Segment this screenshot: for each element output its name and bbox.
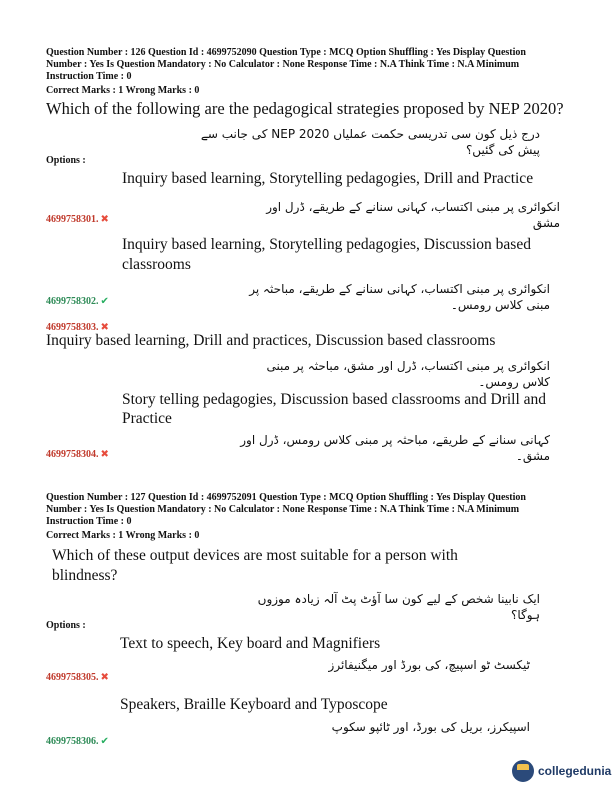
q126-option4-id-row: [46, 444, 109, 462]
q126-option3-urdu: انکوائری پر مبنی اکتساب، ڈرل اور مشق، مباحثہ پر مبنی کلاس رومس۔: [266, 359, 550, 389]
q127-option2-urdu: اسپیکرز، بریل کی بورڈ، اور ٹائپو سکوپ: [331, 720, 530, 734]
q127-option1-id-row: [46, 667, 109, 685]
q126-option1-text: Inquiry based learning, Storytelling pedagogies, Drill and Practice: [122, 170, 534, 187]
q126-option2-id-row: [46, 291, 109, 309]
q127-meta-line3: Instruction Time : 0: [46, 516, 132, 527]
q126-option3-id: 4699758303.: [46, 322, 99, 333]
q127-question-line2: blindness?: [52, 567, 118, 584]
q126-option4-id: 4699758304.: [46, 449, 99, 460]
q126-option4-urdu: کہانی سنانے کے طریقے، مباحثہ پر مبنی کلاس رومس، ڈرل اور مشق۔: [240, 433, 550, 463]
q127-question-urdu: ایک نابینا شخص کے لیے کون سا آؤٹ پٹ آلہ زیادہ موزوں ہوگا؟: [257, 592, 540, 622]
q126-option2-urdu: انکوائری پر مبنی اکتساب، کہانی سنانے کے طریقے، مباحثہ پر مبنی کلاس رومس۔: [249, 282, 550, 312]
q127-option1-text: Text to speech, Key board and Magnifiers: [120, 635, 381, 652]
graduate-cap-icon: [512, 760, 534, 782]
q127-options-label: Options :: [46, 620, 86, 631]
q127-meta-line1: Question Number : 127 Question Id : 4699752091 Question Type : MCQ Option Shuffling : Yes Display Question: [46, 492, 526, 503]
q126-option4-text-line2: Practice: [122, 410, 172, 427]
q127-option1-id: 4699758305.: [46, 672, 99, 683]
q126-option1-id: 4699758301.: [46, 214, 99, 225]
q126-meta-line3: Instruction Time : 0: [46, 71, 132, 82]
q127-question-line1: Which of these output devices are most suitable for a person with: [52, 547, 458, 564]
wrong-mark-icon: ✖: [100, 214, 109, 225]
q127-option1-urdu: ٹیکسٹ ٹو اسپیچ، کی بورڈ اور میگنیفائرز: [328, 658, 530, 672]
correct-mark-icon: ✔: [100, 296, 109, 307]
q126-option3-text: Inquiry based learning, Drill and practices, Discussion based classrooms: [46, 332, 496, 349]
q127-option2-id-row: [46, 731, 109, 749]
q127-option2-id: 4699758306.: [46, 736, 99, 747]
collegedunia-logo: [512, 760, 611, 782]
q126-option4-text-line1: Story telling pedagogies, Discussion based classrooms and Drill and: [122, 391, 547, 408]
q126-options-label: Options :: [46, 155, 86, 166]
q126-option2-text-line1: Inquiry based learning, Storytelling pedagogies, Discussion based: [122, 236, 531, 253]
logo-name: collegedunia: [538, 764, 612, 778]
q127-option2-text: Speakers, Braille Keyboard and Typoscope: [120, 696, 388, 713]
q126-option1-urdu: انکوائری پر مبنی اکتساب، کہانی سنانے کے طریقے، ڈرل اور مشق: [266, 200, 560, 230]
q126-meta-line1: Question Number : 126 Question Id : 4699752090 Question Type : MCQ Option Shuffling : Yes Display Question: [46, 47, 526, 58]
q126-question-urdu: درج ذیل کون سی تدریسی حکمت عملیاں NEP 2020 کی جانب سے پیش کی گئیں؟: [200, 127, 540, 157]
q126-question-text: Which of the following are the pedagogical strategies proposed by NEP 2020?: [46, 99, 564, 118]
q126-marks: Correct Marks : 1 Wrong Marks : 0: [46, 85, 200, 96]
q126-option1-id-row: [46, 209, 109, 227]
q126-option2-text-line2: classrooms: [122, 256, 191, 273]
q127-marks: Correct Marks : 1 Wrong Marks : 0: [46, 530, 200, 541]
correct-mark-icon: ✔: [100, 736, 109, 747]
wrong-mark-icon: ✖: [100, 322, 109, 333]
q127-meta-line2: Number : Yes Is Question Mandatory : No Calculator : None Response Time : N.A Think Time : N.A Minimum: [46, 504, 520, 515]
wrong-mark-icon: ✖: [100, 672, 109, 683]
q126-option2-id: 4699758302.: [46, 296, 99, 307]
wrong-mark-icon: ✖: [100, 449, 109, 460]
q126-meta-line2: Number : Yes Is Question Mandatory : No Calculator : None Response Time : N.A Think Time : N.A Minimum: [46, 59, 520, 70]
